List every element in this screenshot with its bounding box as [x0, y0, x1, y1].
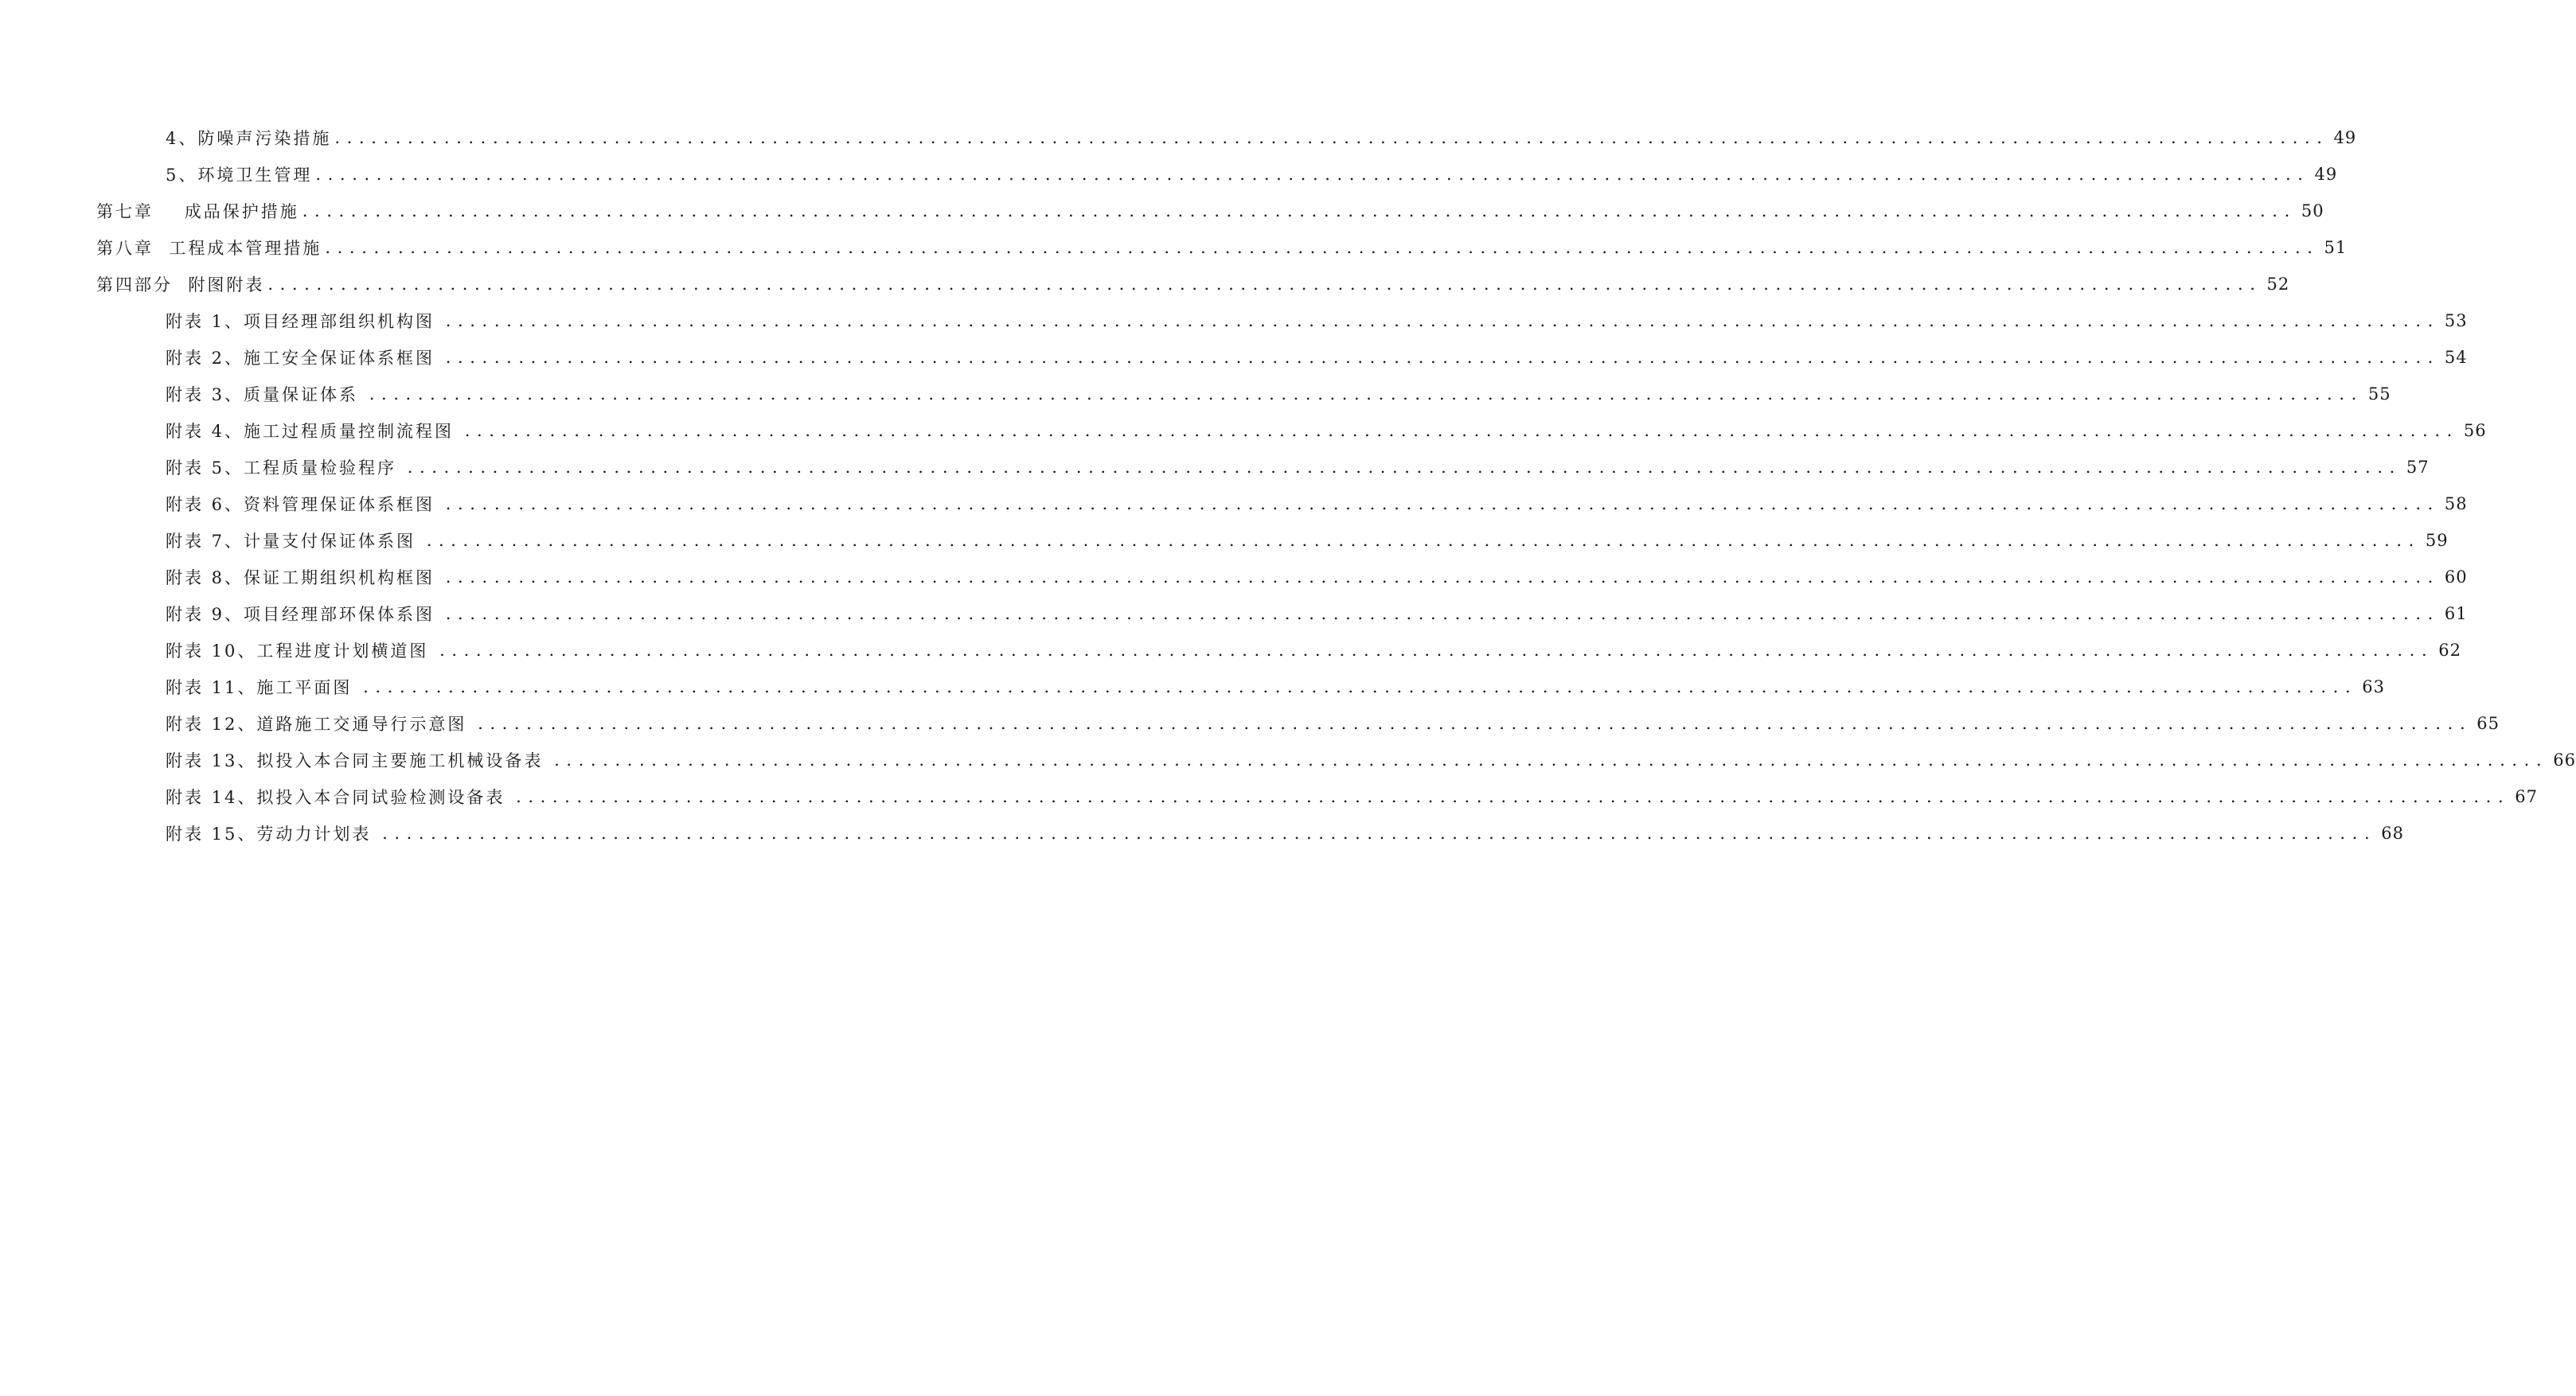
toc-entry[interactable]: [0, 229, 2348, 266]
toc-entry[interactable]: [0, 376, 2391, 412]
toc-entry-label: 5、环境卫生管理: [166, 166, 313, 185]
toc-entry[interactable]: [0, 669, 2385, 705]
toc-dot-leader: ....................................................................................................................................................................: [478, 714, 2473, 733]
toc-entry-label: 附表 9、项目经理部环保体系图: [166, 605, 443, 624]
toc-dot-leader: ....................................................................................................................................................................: [369, 384, 2363, 404]
toc-entry[interactable]: [0, 522, 2449, 559]
toc-entry[interactable]: [0, 485, 2468, 522]
toc-dot-leader: ....................................................................................................................................................................: [439, 641, 2434, 660]
toc-page-number: 53: [2444, 311, 2468, 330]
toc-page-number: 55: [2367, 384, 2391, 404]
toc-entry-label: 附表 12、道路施工交通导行示意图: [166, 715, 475, 734]
toc-page-number: 58: [2444, 494, 2468, 513]
toc-entry-label: 附表 1、项目经理部组织机构图: [166, 312, 443, 331]
toc-page-number: 63: [2362, 677, 2385, 696]
toc-entry-label: 附表 13、拟投入本合同主要施工机械设备表: [166, 751, 552, 770]
toc-entry[interactable]: [0, 266, 2290, 302]
toc-entry-label: 附表 3、质量保证体系: [166, 385, 366, 404]
toc-page-number: 54: [2444, 348, 2468, 367]
toc-entry[interactable]: [0, 815, 2404, 852]
toc-page-number: 57: [2406, 458, 2430, 477]
toc-page-number: 65: [2476, 714, 2500, 733]
toc-dot-leader: ....................................................................................................................................................................: [445, 494, 2440, 513]
toc-dot-leader: ....................................................................................................................................................................: [325, 238, 2320, 257]
toc-dot-leader: ....................................................................................................................................................................: [445, 348, 2440, 367]
toc-entry-label: 第八章 工程成本管理措施: [96, 239, 322, 258]
toc-entry[interactable]: [0, 705, 2500, 742]
toc-entry-label: 附表 6、资料管理保证体系框图: [166, 495, 443, 514]
toc-page-number: 68: [2381, 824, 2404, 843]
toc-entry-label: 附表 8、保证工期组织机构框图: [166, 568, 443, 587]
toc-entry-label: 附表 2、施工安全保证体系框图: [166, 349, 443, 368]
toc-dot-leader: ....................................................................................................................................................................: [445, 604, 2440, 623]
toc-dot-leader: ....................................................................................................................................................................: [334, 128, 2329, 147]
toc-dot-leader: ....................................................................................................................................................................: [554, 751, 2549, 770]
table-of-contents: [0, 119, 2576, 852]
toc-entry-label: 附表 10、工程进度计划横道图: [166, 641, 437, 661]
toc-page-number: 62: [2438, 641, 2461, 660]
toc-dot-leader: ....................................................................................................................................................................: [363, 677, 2358, 696]
toc-entry[interactable]: [0, 339, 2468, 376]
toc-entry[interactable]: [0, 119, 2357, 156]
toc-entry-label: 附表 7、计量支付保证体系图: [166, 532, 423, 551]
toc-entry-label: 附表 11、施工平面图: [166, 678, 361, 697]
toc-page-number: 60: [2444, 567, 2468, 587]
toc-dot-leader: ....................................................................................................................................................................: [464, 421, 2459, 440]
toc-page-number: 49: [2333, 128, 2357, 147]
toc-entry[interactable]: [0, 595, 2468, 632]
toc-entry-label: 附表 5、工程质量检验程序: [166, 458, 404, 478]
toc-entry[interactable]: [0, 449, 2430, 485]
toc-entry-label: 附表 4、施工过程质量控制流程图: [166, 422, 462, 441]
toc-dot-leader: ....................................................................................................................................................................: [407, 458, 2402, 477]
toc-entry-label: 第四部分 附图附表: [96, 275, 265, 294]
toc-dot-leader: ....................................................................................................................................................................: [315, 165, 2310, 184]
toc-page-number: 67: [2515, 787, 2538, 806]
toc-page-number: 49: [2314, 165, 2338, 184]
toc-entry[interactable]: [0, 742, 2576, 778]
toc-entry[interactable]: [0, 193, 2324, 229]
toc-dot-leader: ....................................................................................................................................................................: [445, 567, 2440, 587]
toc-page-number: 56: [2463, 421, 2487, 440]
toc-entry-label: 附表 15、劳动力计划表: [166, 825, 380, 844]
toc-entry[interactable]: [0, 412, 2487, 449]
toc-page-number: 66: [2553, 751, 2576, 770]
toc-dot-leader: ....................................................................................................................................................................: [445, 311, 2440, 330]
toc-entry[interactable]: [0, 559, 2468, 595]
toc-dot-leader: ....................................................................................................................................................................: [382, 824, 2377, 843]
toc-dot-leader: ....................................................................................................................................................................: [426, 531, 2421, 550]
toc-dot-leader: ....................................................................................................................................................................: [302, 201, 2297, 220]
toc-entry[interactable]: [0, 302, 2468, 339]
toc-page-number: 52: [2266, 275, 2290, 294]
toc-entry-label: 附表 14、拟投入本合同试验检测设备表: [166, 788, 513, 807]
toc-entry[interactable]: [0, 778, 2538, 815]
toc-page-number: 61: [2444, 604, 2468, 623]
toc-dot-leader: ....................................................................................................................................................................: [516, 787, 2511, 806]
toc-page-number: 59: [2425, 531, 2449, 550]
toc-dot-leader: ....................................................................................................................................................................: [267, 275, 2262, 294]
toc-page-number: 50: [2301, 201, 2324, 220]
toc-entry[interactable]: [0, 632, 2461, 669]
toc-entry-label: 第七章 成品保护措施: [96, 202, 299, 221]
toc-entry-label: 4、防噪声污染措施: [166, 129, 332, 148]
toc-entry[interactable]: [0, 156, 2338, 193]
toc-page-number: 51: [2324, 238, 2348, 257]
